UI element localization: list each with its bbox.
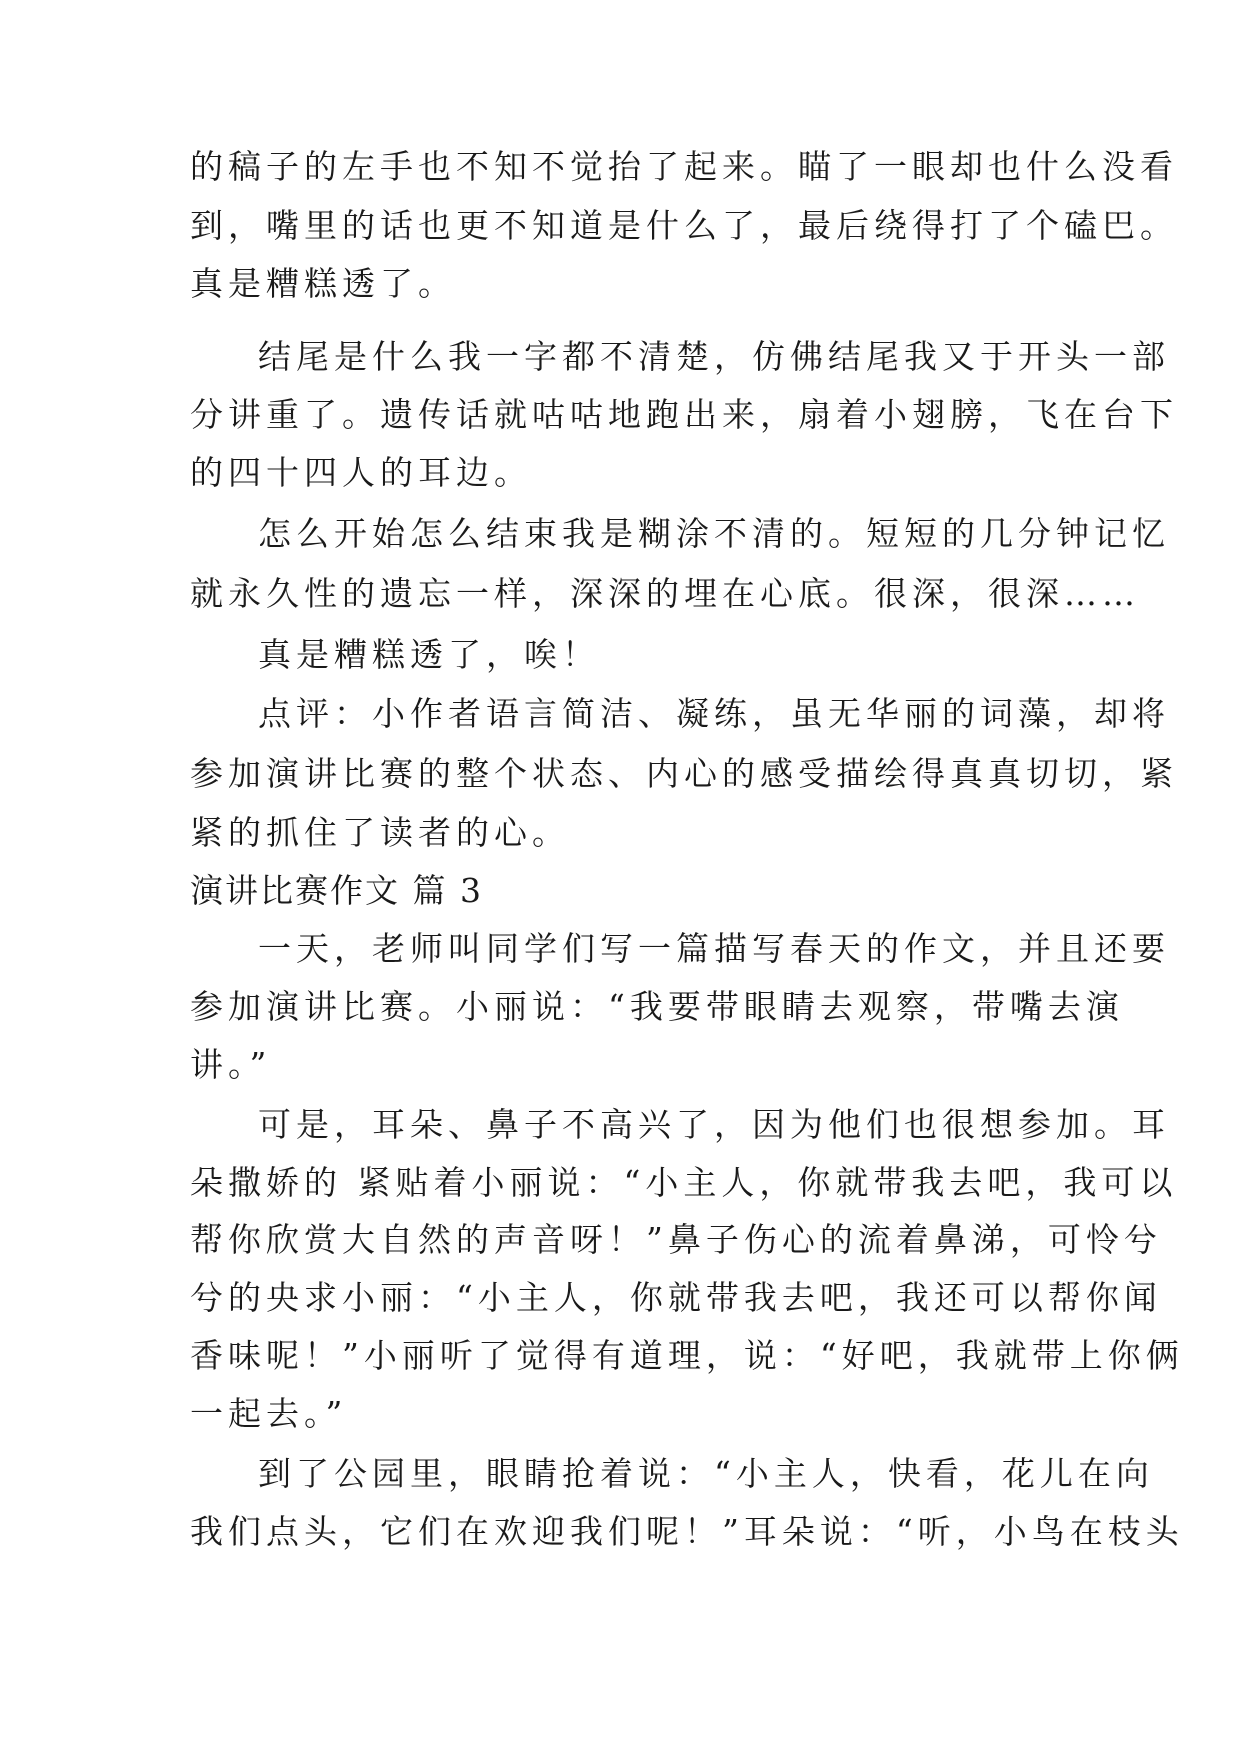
text-line: 参加演讲比赛。小丽说：“我要带眼睛去观察，带嘴去演 [190,987,1124,1026]
text-line: 点评：小作者语言简洁、凝练，虽无华丽的词藻，却将 [258,694,1170,733]
text-line: 朵撒娇的 紧贴着小丽说：“小主人，你就带我去吧，我可以 [190,1163,1178,1202]
text-line: 到了公园里，眼睛抢着说：“小主人，快看，花儿在向 [258,1454,1154,1493]
text-line: 真是糟糕透了，唉！ [258,635,600,674]
text-line: 的四十四人的耳边。 [190,453,532,492]
text-line: 我们点头，它们在欢迎我们呢！”耳朵说：“听，小鸟在枝头 [190,1512,1184,1551]
text-line: 参加演讲比赛的整个状态、内心的感受描绘得真真切切，紧 [190,754,1178,793]
text-line: 兮的央求小丽：“小主人，你就带我去吧，我还可以帮你闻 [190,1278,1162,1317]
text-line: 帮你欣赏大自然的声音呀！”鼻子伤心的流着鼻涕，可怜兮 [190,1220,1162,1259]
text-line: 就永久性的遗忘一样，深深的埋在心底。很深，很深…… [190,574,1140,613]
text-line: 紧的抓住了读者的心。 [190,813,570,852]
text-line: 香味呢！”小丽听了觉得有道理，说：“好吧，我就带上你俩 [190,1336,1184,1375]
text-line: 的稿子的左手也不知不觉抬了起来。瞄了一眼却也什么没看 [190,147,1178,186]
text-line: 一天，老师叫同学们写一篇描写春天的作文，并且还要 [258,929,1170,968]
text-line: 一起去。” [190,1394,348,1433]
text-line: 结尾是什么我一字都不清楚，仿佛结尾我又于开头一部 [258,337,1170,376]
section-heading: 演讲比赛作文 篇 3 [190,871,483,910]
text-line: 讲。” [190,1045,272,1084]
text-line: 可是，耳朵、鼻子不高兴了，因为他们也很想参加。耳 [258,1105,1170,1144]
text-line: 到，嘴里的话也更不知道是什么了，最后绕得打了个磕巴。 [190,206,1178,245]
text-line: 真是糟糕透了。 [190,264,456,303]
text-line: 分讲重了。遗传话就咕咕地跑出来，扇着小翅膀，飞在台下 [190,395,1178,434]
text-line: 怎么开始怎么结束我是糊涂不清的。短短的几分钟记忆 [258,514,1170,553]
